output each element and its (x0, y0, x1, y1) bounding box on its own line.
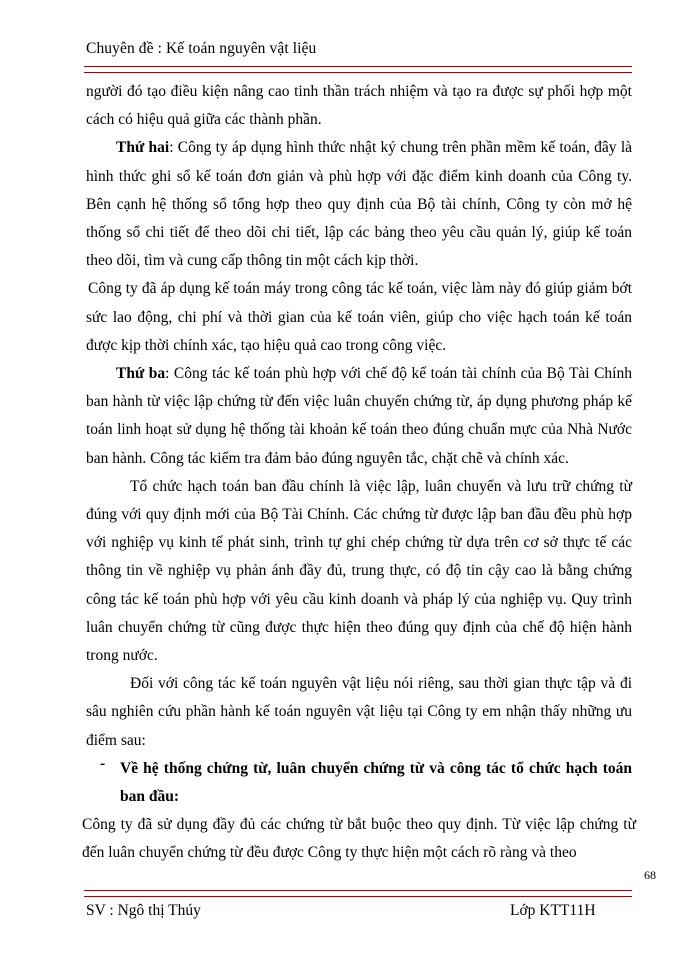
bullet-mark: - (100, 754, 106, 772)
header-rule (84, 66, 632, 73)
paragraph-2-lead: Thứ hai (116, 139, 170, 157)
footer-class: Lớp KTT11H (510, 902, 596, 919)
paragraph-4-text: : Công tác kế toán phù hợp với chế độ kế toán tài chính của Bộ Tài Chính ban hành từ việc lập chứng từ đến việc luân chuyển chứng từ, áp dụng phương pháp kế toán linh hoạt sử dụng hệ thống tài khoản kế toán theo đúng chuẩn mực của Nhà Nước ban hành. Công tác kiểm tra đảm bảo đúng nguyên tắc, chặt chẽ và chính xác. (86, 365, 632, 467)
footer-rule (84, 890, 632, 897)
paragraph-2-text: : Công ty áp dụng hình thức nhật ký chung trên phần mềm kế toán, đây là hình thức ghi sổ kế toán đơn giản và phù hợp với đặc điểm kinh doanh của Công ty. Bên cạnh hệ thống sổ tổng hợp theo quy định của Bộ tài chính, Công ty còn mở hệ thống sổ chi tiết để theo dõi chi tiết, lập các bảng theo yêu cầu quản lý, giúp kế toán theo dõi, tìm và cung cấp thông tin một cách kịp thời. (86, 139, 632, 270)
paragraph-1: người đó tạo điều kiện nâng cao tinh thần trách nhiệm và tạo ra được sự phối hợp một cách có hiệu quả giữa các thành phần. (86, 83, 632, 129)
page-header: Chuyên đề : Kế toán nguyên vật liệu (86, 40, 317, 57)
bullet-heading: Về hệ thống chứng từ, luân chuyển chứng từ và công tác tổ chức hạch toán ban đầu: (120, 759, 632, 806)
footer-student: SV : Ngô thị Thúy (86, 902, 201, 919)
paragraph-6: Đối với công tác kế toán nguyên vật liệu nói riêng, sau thời gian thực tập và đi sâu nghiên cứu phần hành kế toán nguyên vật liệu tại Công ty em nhận thấy những ưu điểm sau: (86, 675, 632, 749)
document-body (82, 78, 636, 868)
paragraph-7: Công ty đã sử dụng đầy đủ các chứng từ bắt buộc theo quy định. Từ việc lập chứng từ đến luân chuyển chứng từ đều được Công ty thực hiện một cách rõ ràng và theo (82, 816, 636, 862)
paragraph-4 (86, 360, 632, 473)
bullet-item (86, 755, 632, 811)
paragraph-3: Công ty đã áp dụng kế toán máy trong công tác kế toán, việc làm này đó giúp giảm bớt sức lao động, chi phí và thời gian của kế toán viên, giúp cho việc hạch toán kế toán được kịp thời chính xác, tạo hiệu quả cao trong công việc. (86, 280, 632, 354)
paragraph-2 (86, 134, 632, 275)
page-number: 68 (644, 868, 656, 882)
paragraph-5: Tổ chức hạch toán ban đầu chính là việc lập, luân chuyển và lưu trữ chứng từ đúng với quy định mới của Bộ Tài Chính. Các chứng từ được lập ban đầu đều phù hợp với nghiệp vụ kinh tế phát sinh, trình tự ghi chép chứng từ dựa trên cơ sở thực tế các thông tin về nghiệp vụ phản ánh đầy đủ, trung thực, có độ tin cậy cao là bằng chứng công tác kế toán phù hợp với yêu cầu kinh doanh và pháp lý của nghiệp vụ. Quy trình luân chuyển chứng từ cũng được thực hiện theo đúng quy định của chế độ hiện hành trong nước. (86, 477, 632, 665)
paragraph-4-lead: Thứ ba (116, 365, 166, 383)
